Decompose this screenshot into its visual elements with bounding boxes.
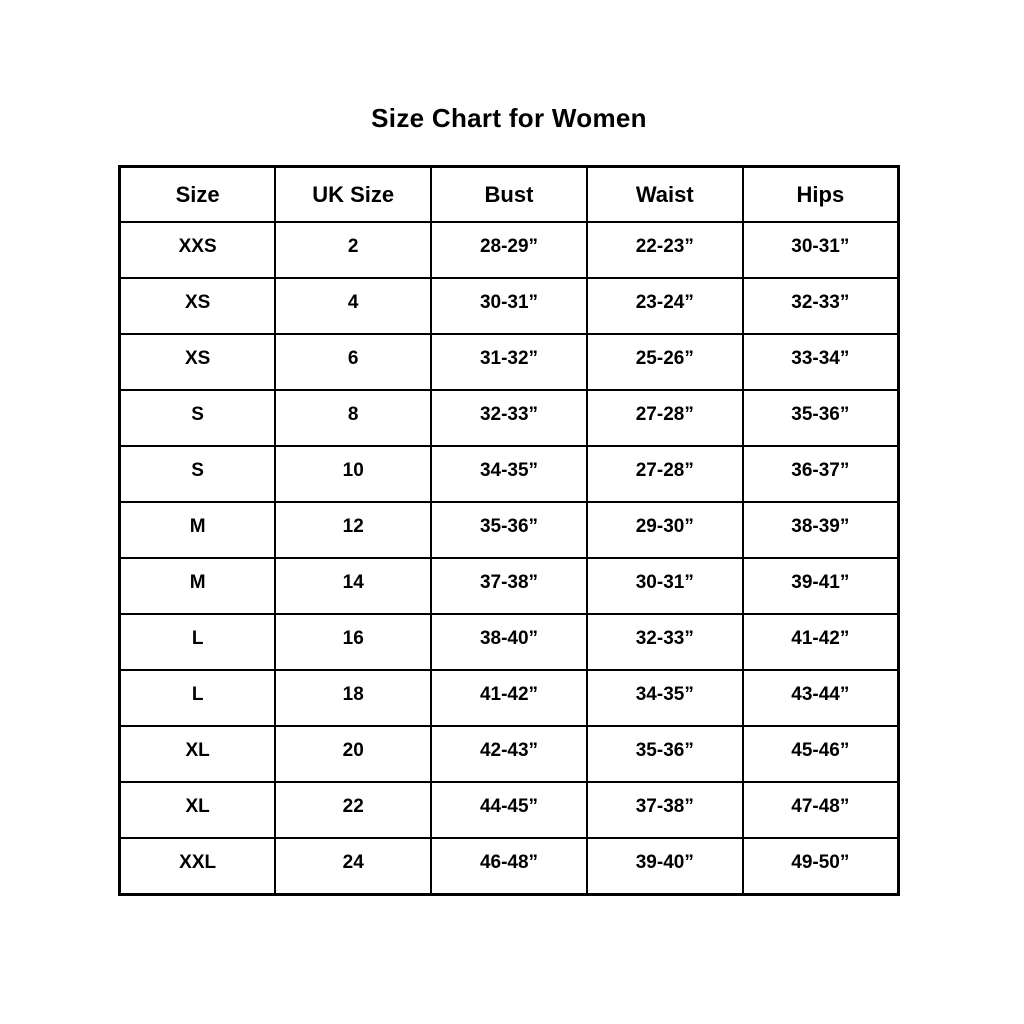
table-cell: 20	[275, 726, 431, 782]
table-cell: L	[120, 670, 276, 726]
table-cell: L	[120, 614, 276, 670]
table-cell: 22	[275, 782, 431, 838]
page-title: Size Chart for Women	[371, 103, 647, 133]
table-cell: 49-50”	[743, 838, 899, 895]
table-cell: XS	[120, 278, 276, 334]
table-body	[120, 222, 899, 895]
table-cell: 30-31”	[431, 278, 587, 334]
table-cell: 39-41”	[743, 558, 899, 614]
table-cell: 25-26”	[587, 334, 743, 390]
table-cell: 22-23”	[587, 222, 743, 278]
table-cell: 16	[275, 614, 431, 670]
table-cell: 18	[275, 670, 431, 726]
table-cell: 35-36”	[431, 502, 587, 558]
table-cell: 31-32”	[431, 334, 587, 390]
table-cell: 32-33”	[743, 278, 899, 334]
table-cell: 33-34”	[743, 334, 899, 390]
table-row	[120, 222, 899, 278]
table-cell: 4	[275, 278, 431, 334]
column-header-waist: Waist	[587, 167, 743, 223]
table-cell: 6	[275, 334, 431, 390]
table-row	[120, 614, 899, 670]
table-cell: 34-35”	[431, 446, 587, 502]
table-cell: 44-45”	[431, 782, 587, 838]
table-cell: XS	[120, 334, 276, 390]
table-cell: S	[120, 390, 276, 446]
column-header-size: Size	[120, 167, 276, 223]
size-chart-table	[118, 165, 900, 896]
table-cell: 43-44”	[743, 670, 899, 726]
table-cell: 29-30”	[587, 502, 743, 558]
table-cell: 12	[275, 502, 431, 558]
table-cell: 42-43”	[431, 726, 587, 782]
table-row	[120, 390, 899, 446]
table-cell: XL	[120, 782, 276, 838]
table-cell: 24	[275, 838, 431, 895]
table-cell: M	[120, 558, 276, 614]
table-cell: S	[120, 446, 276, 502]
table-cell: 27-28”	[587, 390, 743, 446]
table-cell: 35-36”	[587, 726, 743, 782]
table-cell: 47-48”	[743, 782, 899, 838]
table-row	[120, 502, 899, 558]
table-cell: 39-40”	[587, 838, 743, 895]
column-header-uk-size: UK Size	[275, 167, 431, 223]
table-cell: 28-29”	[431, 222, 587, 278]
table-cell: M	[120, 502, 276, 558]
table-cell: 37-38”	[431, 558, 587, 614]
table-row	[120, 334, 899, 390]
table-row	[120, 278, 899, 334]
table-cell: XXL	[120, 838, 276, 895]
table-row	[120, 782, 899, 838]
table-cell: 37-38”	[587, 782, 743, 838]
table-cell: 8	[275, 390, 431, 446]
table-cell: 32-33”	[587, 614, 743, 670]
table-cell: 23-24”	[587, 278, 743, 334]
table-cell: 34-35”	[587, 670, 743, 726]
column-header-bust: Bust	[431, 167, 587, 223]
table-row	[120, 726, 899, 782]
table-cell: 41-42”	[743, 614, 899, 670]
table-row	[120, 670, 899, 726]
header-row	[120, 167, 899, 223]
table-header	[120, 167, 899, 223]
column-header-hips: Hips	[743, 167, 899, 223]
table-cell: 2	[275, 222, 431, 278]
table-cell: 10	[275, 446, 431, 502]
table-cell: 38-39”	[743, 502, 899, 558]
table-cell: 35-36”	[743, 390, 899, 446]
table-cell: 27-28”	[587, 446, 743, 502]
table-cell: 14	[275, 558, 431, 614]
table-cell: 38-40”	[431, 614, 587, 670]
table-cell: 30-31”	[587, 558, 743, 614]
table-row	[120, 838, 899, 895]
table-cell: 30-31”	[743, 222, 899, 278]
table-cell: 46-48”	[431, 838, 587, 895]
table-cell: 32-33”	[431, 390, 587, 446]
table-row	[120, 446, 899, 502]
table-cell: 45-46”	[743, 726, 899, 782]
table-row	[120, 558, 899, 614]
table-cell: XXS	[120, 222, 276, 278]
table-cell: 36-37”	[743, 446, 899, 502]
table-cell: 41-42”	[431, 670, 587, 726]
table-cell: XL	[120, 726, 276, 782]
